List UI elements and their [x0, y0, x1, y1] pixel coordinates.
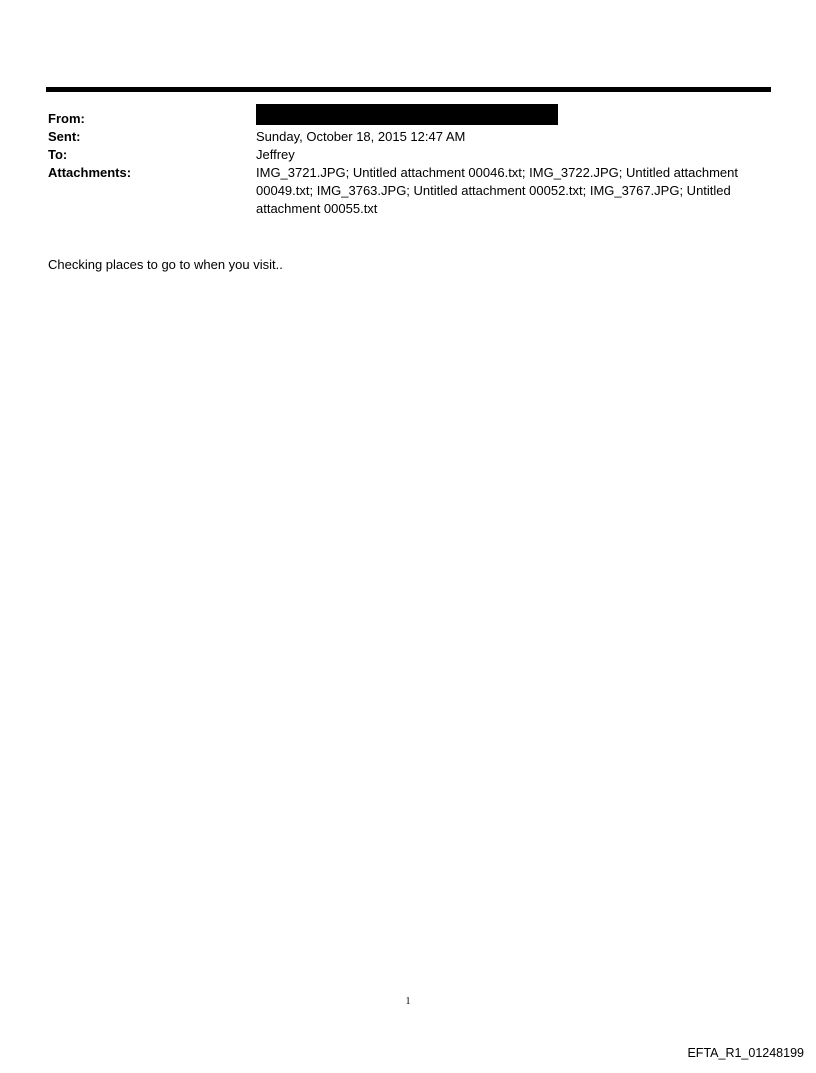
- to-row: [48, 146, 768, 164]
- header-divider: [46, 87, 771, 92]
- from-label: From:: [48, 111, 85, 126]
- to-label: To:: [48, 147, 68, 162]
- from-row: [48, 110, 768, 128]
- sent-value: Sunday, October 18, 2015 12:47 AM: [256, 129, 466, 144]
- redaction-block: [256, 104, 558, 125]
- to-value: Jeffrey: [256, 147, 295, 162]
- attachments-value: IMG_3721.JPG; Untitled attachment 00046.txt; IMG_3722.JPG; Untitled attachment 00049.txt; IMG_3763.JPG; Untitled attachment 00052.txt; IMG_3767.JPG; Untitled attachment 00055.txt: [256, 165, 738, 216]
- attachments-row: [48, 164, 768, 218]
- bates-number: EFTA_R1_01248199: [687, 1046, 804, 1060]
- page-number: 1: [405, 996, 411, 1007]
- email-body: Checking places to go to when you visit..: [48, 257, 283, 272]
- from-value: [256, 110, 768, 128]
- attachments-label: Attachments:: [48, 165, 132, 180]
- sent-row: [48, 128, 768, 146]
- sent-label: Sent:: [48, 129, 81, 144]
- email-header: [48, 110, 768, 218]
